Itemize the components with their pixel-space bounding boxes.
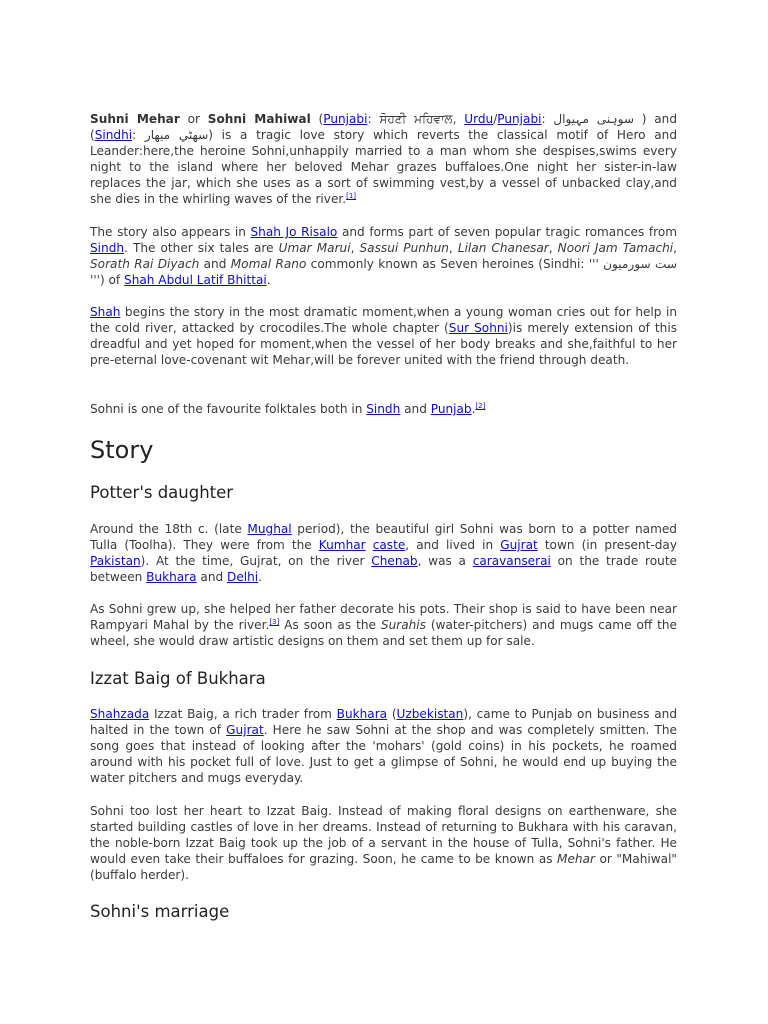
link-urdu[interactable]: Urdu bbox=[464, 112, 494, 126]
sohni-grew-paragraph bbox=[90, 601, 677, 649]
link-bukhara-2[interactable]: Bukhara bbox=[336, 707, 388, 721]
term-mehar: Mehar bbox=[557, 852, 595, 867]
link-mughal[interactable]: Mughal bbox=[247, 522, 292, 536]
text: As Sohni grew up, she helped her father decorate his pots. Their shop is said to have been near Rampyari Mahal by the river. bbox=[90, 602, 677, 633]
link-shah-abdul-latif-bhittai[interactable]: Shah Abdul Latif Bhittai bbox=[124, 273, 267, 288]
text: Izzat Baig, a rich trader from bbox=[149, 707, 337, 721]
link-caravanserai[interactable]: caravanserai bbox=[472, 554, 551, 569]
text: town (in present-day bbox=[537, 538, 677, 553]
text: , and lived in bbox=[405, 538, 501, 553]
text: and bbox=[196, 570, 228, 585]
text: : سهڻي ميهار) is a tragic love story which reverts the classical motif of Hero and Leander:here,the heroine Sohni,unhappily married to a man whom she despises,swims every night to the island where her beloved Mehar grazes buffaloes.One night her sister-in-law replaces the jar, which she uses as a sort of swimming vest,by a vessel of unbacked clay,and she dies in the whirling waves of the river. bbox=[90, 128, 678, 207]
text: , bbox=[673, 241, 677, 256]
text: As soon as the bbox=[279, 618, 381, 633]
text: on the trade route between bbox=[90, 554, 677, 585]
title-suhni-mehar: Suhni Mehar bbox=[90, 112, 180, 126]
heading-sohnis-marriage: Sohni's marriage bbox=[90, 902, 230, 921]
link-pakistan[interactable]: Pakistan bbox=[90, 554, 141, 569]
text: ( bbox=[310, 112, 324, 126]
reference-1[interactable] bbox=[346, 192, 356, 200]
tale-umar-marui: Umar Marui bbox=[278, 241, 351, 256]
term-surahis: Surahis bbox=[380, 618, 426, 633]
link-sindh[interactable]: Sindh bbox=[90, 241, 125, 256]
shah-paragraph bbox=[90, 304, 677, 368]
text: Sohni too lost her heart to Izzat Baig. Instead of making floral designs on earthenware, she started building castles of love in her dreams. Instead of returning to Bukhara with his caravan, the noble-born Izzat Baig took up the job of a servant in the house of Tulla, Sohni's father. He would even take their buffaloes for grazing. Soon, he came to be known as bbox=[90, 804, 677, 867]
link-caste[interactable]: caste bbox=[372, 538, 406, 553]
reference-link[interactable]: [1] bbox=[346, 192, 357, 201]
text: . bbox=[258, 570, 263, 585]
text: and bbox=[199, 257, 231, 272]
intro-paragraph bbox=[90, 111, 677, 208]
text: Sohni is one of the favourite folktales both in bbox=[90, 402, 367, 416]
text: ( bbox=[387, 707, 397, 721]
text: . Here he saw Sohni at the shop and was completely smitten. The song goes that instead of looking after the 'mohars' (gold coins) in his pockets, he roamed around with his pocket full of love. Just to get a glimpse of Sohni, he would end up buying the water pitchers and mugs everyday. bbox=[90, 723, 678, 786]
link-bukhara[interactable]: Bukhara bbox=[146, 570, 197, 585]
link-gujrat-2[interactable]: Gujrat bbox=[226, 723, 264, 738]
reference-2[interactable] bbox=[475, 402, 485, 410]
link-uzbekistan[interactable]: Uzbekistan bbox=[396, 707, 464, 721]
link-sur-sohni[interactable]: Sur Sohni bbox=[448, 321, 508, 336]
text: . bbox=[266, 273, 271, 288]
text: commonly known as Seven heroines (Sindhi: ''' ست سورميون ''') of bbox=[90, 257, 677, 288]
text: (water-pitchers) and mugs came off the wheel, she would draw artistic designs on them and set them up for sale. bbox=[90, 618, 677, 649]
text: The story also appears in bbox=[90, 225, 251, 239]
link-gujrat[interactable]: Gujrat bbox=[500, 538, 538, 553]
text: , bbox=[548, 241, 558, 256]
izzat-paragraph bbox=[90, 706, 677, 786]
heading-izzat-baig: Izzat Baig of Bukhara bbox=[90, 669, 266, 688]
text: . bbox=[471, 402, 476, 416]
title-sohni-mahiwal: Sohni Mahiwal bbox=[207, 112, 311, 126]
link-kumhar[interactable]: Kumhar bbox=[318, 538, 366, 553]
tale-momal-rano: Momal Rano bbox=[230, 257, 307, 272]
link-shah[interactable]: Shah bbox=[90, 305, 121, 319]
link-punjabi[interactable]: Punjabi bbox=[323, 112, 368, 126]
text: , was a bbox=[417, 554, 473, 569]
heading-potters-daughter: Potter's daughter bbox=[90, 483, 234, 502]
link-delhi[interactable]: Delhi bbox=[227, 570, 259, 585]
text: , bbox=[448, 241, 458, 256]
link-sindhi[interactable]: Sindhi bbox=[94, 128, 133, 143]
heading-story: Story bbox=[90, 436, 154, 464]
text: Around the 18th c. (late bbox=[90, 522, 248, 536]
text bbox=[366, 538, 373, 552]
text: and bbox=[400, 402, 431, 416]
tale-sassui-punhun: Sassui Punhun bbox=[359, 241, 449, 256]
reference-link[interactable]: [2] bbox=[475, 402, 486, 410]
text: or bbox=[179, 112, 208, 126]
link-punjab[interactable]: Punjab bbox=[430, 402, 472, 416]
text: , bbox=[350, 241, 360, 256]
text: period), the beautiful girl Sohni was born to a potter named Tulla (Toolha). They were from the bbox=[90, 522, 677, 553]
text: : ਸੋਹਣੀ ਮਹਿਵਾਲ, bbox=[367, 112, 465, 126]
link-shah-jo-risalo[interactable]: Shah Jo Risalo bbox=[250, 225, 338, 239]
link-chenab[interactable]: Chenab bbox=[371, 554, 418, 569]
potter-paragraph bbox=[90, 521, 677, 585]
lost-heart-paragraph bbox=[90, 803, 677, 883]
text: begins the story in the most dramatic moment,when a young woman cries out for help in the cold river, attacked by crocodiles.The whole chapter ( bbox=[90, 305, 677, 336]
text: ), came to Punjab on business and halted in the town of bbox=[90, 707, 677, 738]
tale-lilan-chanesar: Lilan Chanesar bbox=[457, 241, 549, 256]
reference-link[interactable]: [3] bbox=[269, 618, 280, 627]
tale-sorath-rai-diyach: Sorath Rai Diyach bbox=[90, 257, 200, 272]
reference-3[interactable] bbox=[269, 618, 279, 626]
text: and forms part of seven popular tragic romances from bbox=[337, 225, 678, 239]
folktale-paragraph bbox=[90, 401, 677, 417]
tale-noori-jam-tamachi: Noori Jam Tamachi bbox=[557, 241, 674, 256]
text: ). At the time, Gujrat, on the river bbox=[140, 554, 372, 569]
link-punjabi-2[interactable]: Punjabi bbox=[497, 112, 542, 126]
text: : سوہنی مہیوال ) and ( bbox=[90, 112, 677, 143]
text: . The other six tales are bbox=[124, 241, 279, 256]
text: or "Mahiwal" (buffalo herder). bbox=[90, 852, 677, 883]
text: / bbox=[493, 112, 498, 126]
link-shahzada[interactable]: Shahzada bbox=[90, 707, 150, 721]
text: )is merely extension of this dreadful and yet hoped for moment,when the vessel of her body breaks and she,faithful to her pre-eternal love-covenant wit Mehar,will be forever united with the friend through death. bbox=[90, 321, 678, 368]
link-sindh-2[interactable]: Sindh bbox=[366, 402, 401, 416]
risalo-paragraph bbox=[90, 224, 677, 288]
